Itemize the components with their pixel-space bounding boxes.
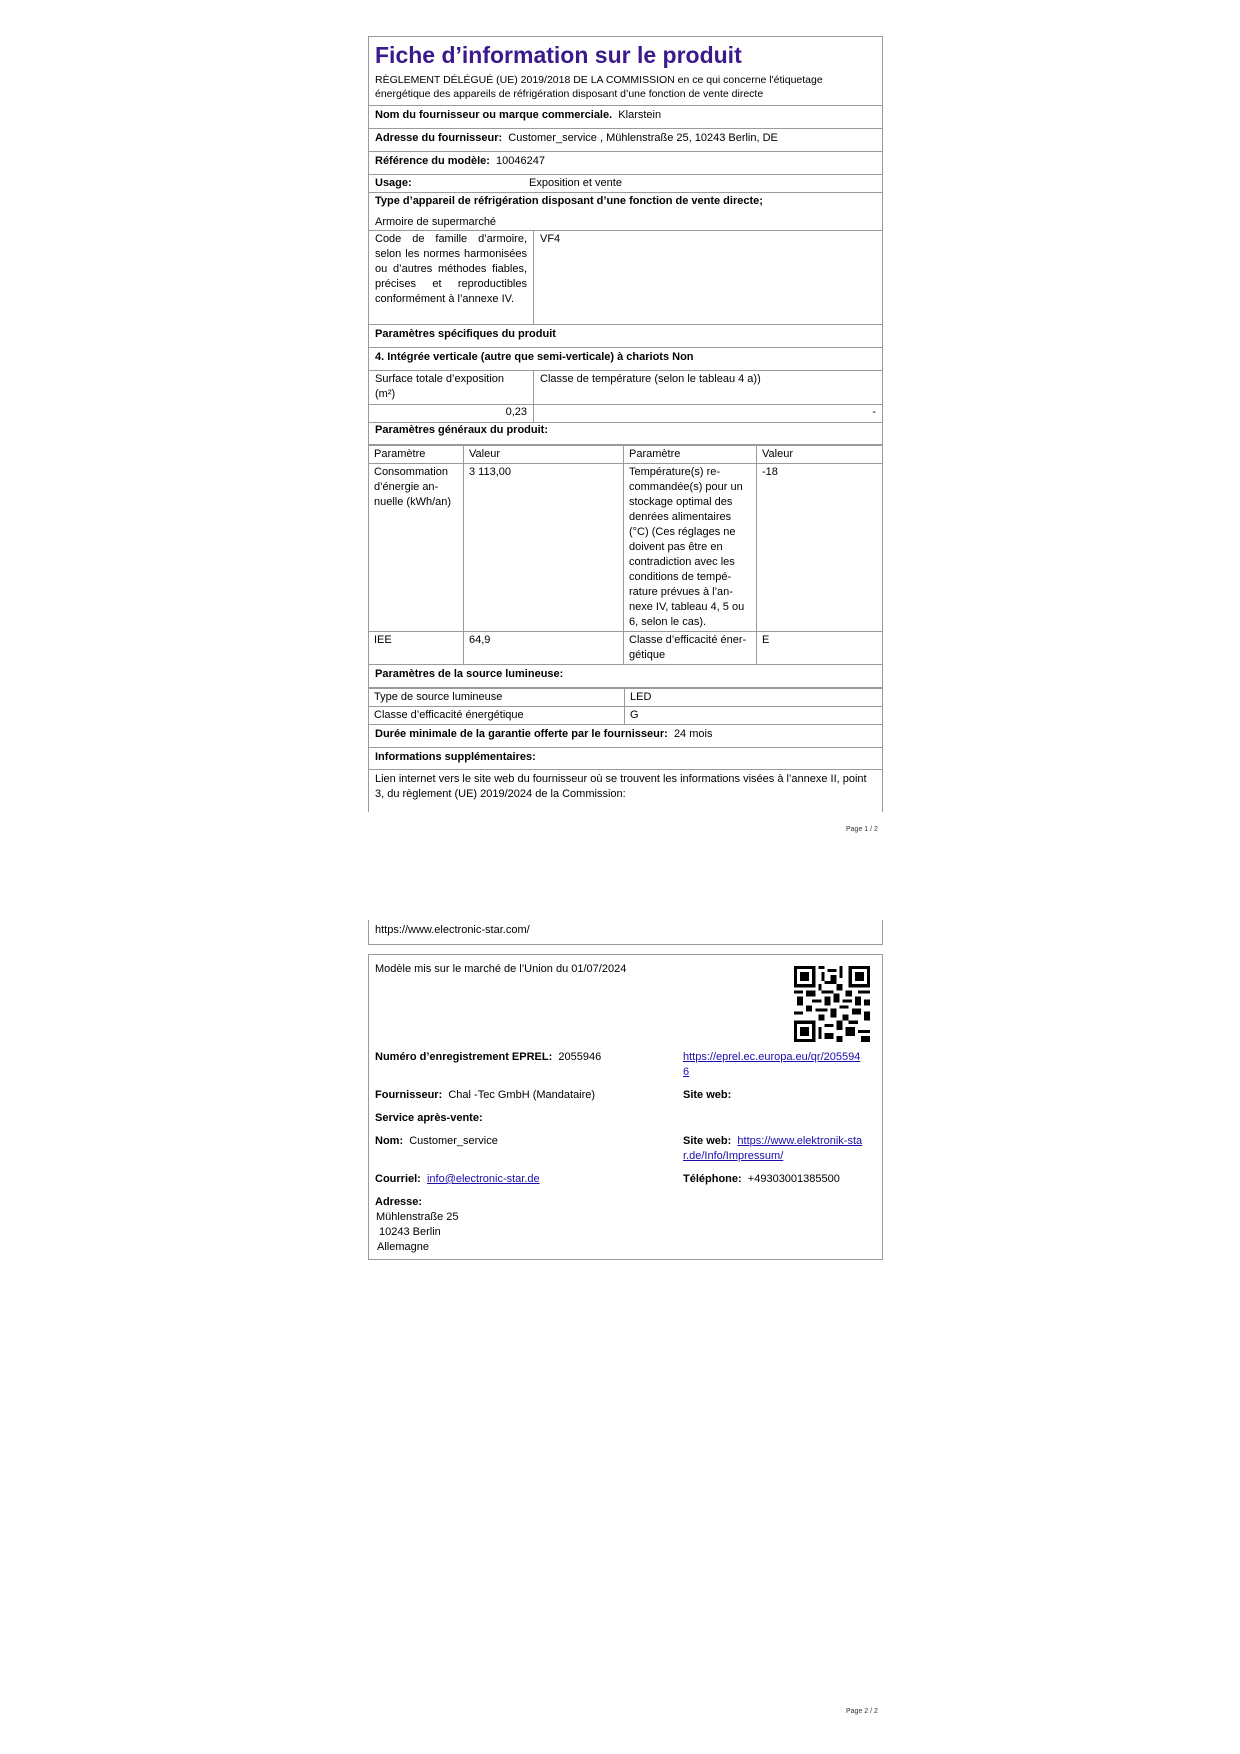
supplier-label: Nom du fournisseur ou marque commerciale. (375, 109, 613, 121)
table-cell: G (625, 707, 883, 725)
surface-value: 0,23 (369, 405, 534, 422)
phone-row (683, 1172, 840, 1187)
surface-label: Surface totale d’exposition (m²) (369, 371, 534, 404)
table-header-row (369, 446, 882, 464)
sheet-title: Fiche d’information sur le produit (375, 42, 742, 68)
address-line: Mühlenstraße 25 (376, 1211, 459, 1223)
eprel-link[interactable]: https://eprel.ec.europa.eu/qr/2055946 (683, 1051, 861, 1078)
address-row (369, 129, 882, 152)
phone-value: +49303001385500 (747, 1173, 840, 1185)
table-header-cell: Valeur (464, 446, 624, 464)
page-number: Page 1 / 2 (846, 826, 878, 833)
service-website-row (683, 1134, 868, 1164)
address-label: Adresse du fournisseur: (375, 132, 503, 144)
table-cell: -18 (757, 464, 883, 632)
device-type-value: Armoire de supermarché (375, 216, 497, 228)
qr-code-icon (794, 966, 870, 1042)
table-cell: Consommation d’énergie annuelle (kWh/an) (369, 464, 464, 632)
temp-class-label: Classe de température (selon le tableau 4 a)) (540, 373, 761, 385)
specific-params-heading: Paramètres spécifiques du produit (369, 325, 882, 348)
warranty-value: 24 mois (673, 728, 713, 740)
family-code-row (369, 231, 882, 325)
general-params-heading: Paramètres généraux du produit: (369, 423, 882, 445)
warranty-label: Durée minimale de la garantie offerte par le fournisseur: (375, 728, 668, 740)
table-cell: IEE (369, 632, 464, 665)
table-header-cell: Paramètre (624, 446, 757, 464)
supplier-value: Chal -Tec GmbH (Mandataire) (448, 1089, 596, 1101)
service-website-link[interactable]: https://www.elektronik-star.de/Info/Impressum/ (683, 1135, 863, 1162)
email-row (375, 1172, 540, 1187)
regulation-subtitle: RÈGLEMENT DÉLÉGUÉ (UE) 2019/2018 DE LA COMMISSION en ce qui concerne l'étiquetage énergétique des appareils de réfrigération disposant d’une fonction de vente directe (369, 71, 882, 106)
family-code-label: Code de famille d’armoire, selon les normes harmonisées ou d’autres méthodes fiables, précises et reproductibles conformément à l’annexe IV. (369, 231, 534, 324)
eprel-value: 2055946 (558, 1051, 602, 1063)
table-header-cell: Valeur (757, 446, 883, 464)
light-source-table (369, 688, 882, 725)
product-sheet-page-1 (368, 36, 883, 812)
usage-row (369, 175, 882, 193)
surface-value-row (369, 405, 882, 423)
extra-info-heading: Informations supplémentaires: (369, 748, 882, 770)
address-label: Adresse: (375, 1196, 423, 1208)
model-value: 10046247 (496, 155, 545, 167)
address-line: 10243 Berlin (379, 1226, 441, 1238)
after-sales-heading: Service après-vente: (375, 1112, 483, 1124)
surface-header-row (369, 371, 882, 405)
email-link[interactable]: info@electronic-star.de (426, 1173, 540, 1185)
eprel-label: Numéro d’enregistrement EPREL: (375, 1051, 553, 1063)
phone-label: Téléphone: (683, 1173, 742, 1185)
table-cell: E (757, 632, 883, 665)
warranty-row (369, 725, 882, 748)
contact-name-value: Customer_service (409, 1135, 498, 1147)
table-cell: LED (625, 689, 883, 707)
eprel-row (375, 1050, 601, 1065)
table-row (369, 464, 882, 632)
table-cell: Classe d’efficacité énergétique (624, 632, 757, 665)
email-label: Courriel: (375, 1173, 421, 1185)
table-cell: 64,9 (464, 632, 624, 665)
supplier-label: Fournisseur: (375, 1089, 443, 1101)
address-value: Customer_service , Mühlenstraße 25, 10243 Berlin, DE (508, 132, 778, 144)
temp-class-value: - (872, 406, 876, 418)
family-code-value: VF4 (540, 233, 561, 245)
supplier-url: https://www.electronic-star.com/ (375, 924, 530, 936)
table-cell: Type de source lumineuse (369, 689, 625, 707)
table-row (369, 689, 882, 707)
integrated-vertical-heading: 4. Intégrée verticale (autre que semi-verticale) à chariots Non (369, 348, 882, 371)
website-label: Site web: (683, 1089, 732, 1101)
table-cell: Température(s) recommandée(s) pour un stockage optimal des denrées alimentaires (°C) (Ces réglages ne doivent pas être en contradiction avec les conditions de température prévues à l’annexe IV, tableau 4, 5 ou 6, selon le cas). (624, 464, 757, 632)
usage-label: Usage: (375, 177, 412, 189)
supplier-row (375, 1088, 595, 1103)
supplier-row (369, 106, 882, 129)
extra-info-text: Lien internet vers le site web du fournisseur où se trouvent les informations visées à l’annexe II, point 3, du règlement (UE) 2019/2024 de la Commission: (375, 773, 867, 800)
model-label: Référence du modèle: (375, 155, 490, 167)
page-number: Page 2 / 2 (846, 1708, 878, 1715)
device-type-heading: Type d’appareil de réfrigération disposant d’une fonction de vente directe; (375, 195, 763, 207)
table-header-cell: Paramètre (369, 446, 464, 464)
contact-name-label: Nom: (375, 1135, 404, 1147)
address-line: Allemagne (377, 1241, 429, 1253)
table-row (369, 707, 882, 725)
market-date-text: Modèle mis sur le marché de l’Union du 01/07/2024 (375, 963, 627, 975)
light-source-heading: Paramètres de la source lumineuse: (369, 665, 882, 688)
usage-value: Exposition et vente (529, 177, 622, 189)
service-website-label: Site web: (683, 1135, 732, 1147)
table-cell: Classe d’efficacité énergétique (369, 707, 625, 725)
address-block (375, 1195, 459, 1255)
model-row (369, 152, 882, 175)
table-cell: 3 113,00 (464, 464, 624, 632)
supplier-value: Klarstein (618, 109, 662, 121)
contact-name-row (375, 1134, 498, 1149)
table-row (369, 632, 882, 665)
url-continuation-box (368, 920, 883, 945)
general-params-table (369, 445, 882, 665)
device-type-block (369, 193, 882, 231)
